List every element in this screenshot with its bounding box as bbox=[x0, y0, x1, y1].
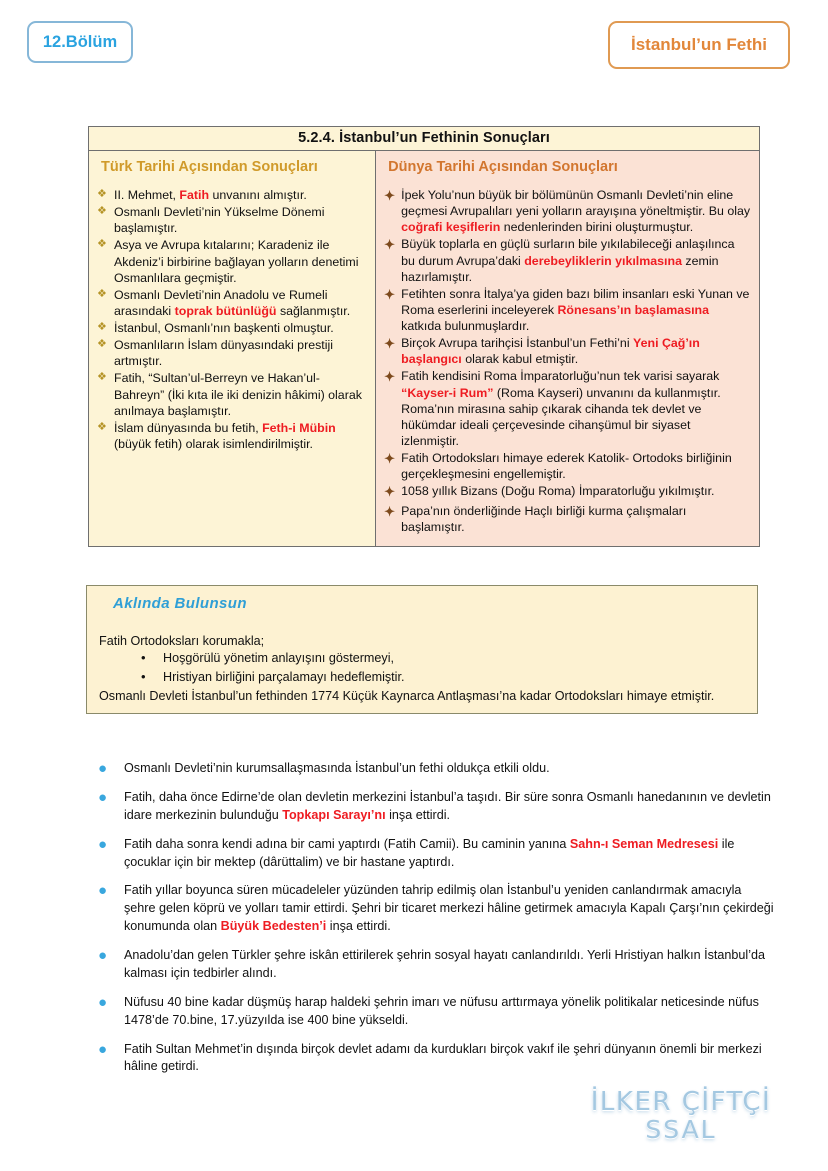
text-segment: İpek Yolu’nun büyük bir bölümünün Osmanlı Devleti’nin eline geçmesi Avrupalıları yeni yolların arayışına yöneltmiştir. Bu olay bbox=[401, 188, 751, 219]
highlighted-term: Feth-i Mübin bbox=[262, 420, 336, 435]
bullet-icon: ✦ bbox=[384, 188, 396, 203]
text-segment: İslam dünyasında bu fetih, bbox=[114, 420, 263, 435]
turkish-history-item bbox=[97, 204, 367, 236]
world-history-item-text bbox=[401, 503, 751, 535]
highlighted-term: derebeyliklerin yıkılmasına bbox=[524, 253, 682, 268]
text-segment: Fatih Sultan Mehmet’in dışında birçok devlet adamı da kurdukları birçok vakıf ile şehri dünyanın önemli bir merkezi hâline getirdi. bbox=[124, 1041, 762, 1074]
bullet-icon: ✦ bbox=[384, 336, 396, 352]
text-segment: Anadolu’dan gelen Türkler şehre iskân ettirilerek şehrin sosyal hayatı canlandırıldı. Yerli Hristiyan halkın İstanbul’da kalması için tedbirler alındı. bbox=[124, 948, 766, 980]
highlighted-term: “Kayser-i Rum” bbox=[401, 385, 494, 400]
highlighted-term: Yeni Çağ’ın başlangıcı bbox=[401, 336, 700, 367]
bullet-icon: ❖ bbox=[97, 188, 107, 200]
bullet-icon: ● bbox=[98, 760, 108, 777]
text-segment: İstanbul, Osmanlı’nın başkenti olmuştur. bbox=[114, 321, 334, 335]
text-segment: Osmanlı Devleti’nin Yükselme Dönemi başlamıştır. bbox=[114, 205, 325, 236]
text-segment: Papa’nın önderliğinde Haçlı birliği kurma çalışmaları başlamıştır. bbox=[401, 504, 687, 535]
bullet-icon: ❖ bbox=[97, 371, 107, 384]
text-segment: 1058 yıllık Bizans (Doğu Roma) İmparatorluğu yıkılmıştır. bbox=[401, 484, 715, 499]
facts-list bbox=[98, 760, 774, 1087]
results-table bbox=[88, 126, 760, 547]
topic-badge-label: İstanbul’un Fethi bbox=[631, 35, 767, 54]
world-history-heading: Dünya Tarihi Açısından Sonuçları bbox=[388, 159, 618, 175]
turkish-history-item-text bbox=[114, 337, 367, 369]
results-table-title: 5.2.4. İstanbul’un Fethinin Sonuçları bbox=[89, 127, 759, 151]
turkish-history-item-text bbox=[114, 320, 367, 336]
text-segment: Asya ve Avrupa kıtalarını; Karadeniz ile Akdeniz’i birbirine bağlayan yolların denetimi Osmanlılara geçmiştir. bbox=[114, 238, 359, 285]
text-segment: Fatih, “Sultan’ul-Berreyn ve Hakan’ul-Bahreyn” (İki kıta ile iki denizin hâkimi) olarak anılmaya başlamıştır. bbox=[114, 371, 362, 418]
turkish-history-item bbox=[97, 420, 367, 452]
bullet-icon: ● bbox=[98, 1040, 108, 1058]
highlighted-term: Büyük Bedesten’i bbox=[220, 919, 327, 934]
bullet-icon: ● bbox=[98, 882, 108, 900]
turkish-history-heading: Türk Tarihi Açısından Sonuçları bbox=[101, 159, 318, 175]
highlighted-term: Sahn-ı Seman Medresesi bbox=[569, 836, 719, 851]
text-segment: Büyük toplarla en güçlü surların bile yıkılabileceği anlaşılınca bu durum Avrupa’daki bbox=[401, 237, 735, 268]
bullet-icon: ● bbox=[98, 947, 108, 964]
bullet-icon: ❖ bbox=[97, 238, 107, 251]
text-segment: katkıda bulunmuşlardır. bbox=[401, 319, 530, 333]
text-segment: (büyük fetih) olarak isimlendirilmiştir. bbox=[114, 436, 313, 451]
watermark bbox=[566, 1088, 796, 1143]
bullet-icon: ✦ bbox=[384, 286, 396, 302]
turkish-history-item-text bbox=[114, 237, 367, 285]
remember-note-item: • Hristiyan birliğini parçalamayı hedeflemiştir. bbox=[141, 668, 747, 687]
fact-item-text bbox=[124, 947, 774, 983]
text-segment: (Roma Kayseri) unvanını da kullanmıştır. Roma’nın mirasına sahip çıkarak cihanda tek devlet ve hükümdar ideali çerçevesinde cihanşümul bir siyaset izlenmiştir. bbox=[401, 385, 721, 448]
highlighted-term: toprak bütünlüğü bbox=[174, 303, 277, 318]
world-history-item bbox=[384, 503, 751, 535]
bullet-icon: ✦ bbox=[384, 369, 396, 385]
fact-item bbox=[98, 789, 774, 825]
turkish-history-item-text bbox=[114, 287, 367, 319]
world-history-column bbox=[376, 151, 759, 546]
turkish-history-item-text bbox=[114, 420, 367, 452]
remember-note-lead: Fatih Ortodoksları korumakla; bbox=[99, 634, 265, 648]
topic-badge bbox=[608, 21, 790, 69]
bullet-icon: ● bbox=[98, 993, 108, 1011]
fact-item-text bbox=[124, 789, 774, 825]
text-segment: sağlanmıştır. bbox=[276, 303, 351, 318]
bullet-icon: ● bbox=[98, 788, 108, 806]
world-history-item-text bbox=[401, 450, 751, 482]
text-segment: Fatih daha sonra kendi adına bir cami yaptırdı (Fatih Camii). Bu caminin yanına bbox=[124, 836, 570, 851]
remember-note-box bbox=[86, 585, 758, 714]
text-segment: nedenlerinden birini oluşturmuştur. bbox=[500, 220, 694, 235]
text-segment: Fetihten sonra İtalya’ya giden bazı bilim insanları eski Yunan ve Roma eserlerini inceleyerek bbox=[401, 286, 750, 317]
bullet-icon: ❖ bbox=[97, 420, 107, 433]
turkish-history-item-text bbox=[114, 204, 367, 236]
bullet-icon: ❖ bbox=[97, 287, 107, 300]
fact-item-text bbox=[124, 1041, 774, 1077]
world-history-item-text bbox=[401, 335, 751, 367]
text-segment: Osmanlıların İslam dünyasındaki prestiji artmıştır. bbox=[114, 338, 333, 369]
bullet-icon: ✦ bbox=[384, 484, 396, 500]
world-history-item bbox=[384, 236, 751, 284]
turkish-history-item bbox=[97, 237, 367, 285]
fact-item bbox=[98, 994, 774, 1030]
world-history-item-text bbox=[401, 483, 751, 499]
bullet-icon: ✦ bbox=[384, 237, 396, 253]
text-segment: Fatih yıllar boyunca süren mücadeleler yüzünden tahrip edilmiş olan İstanbul’u yeniden canlandırmak amacıyla şehre gelen köprü ve yolları tamir ettirdi. Şehri bir ticaret merkezi hâline getirmek amacıyla Kapalı Çarşı’nın çekirdeği konumunda olan bbox=[124, 883, 774, 934]
text-segment: Nüfusu 40 bine kadar düşmüş harap haldeki şehrin imarı ve nüfusu arttırmaya yönelik politikalar neticesinde nüfus 1478’de 70.bine, 17.yüzyılda ise 400 bine yükseldi. bbox=[124, 994, 759, 1027]
remember-note-tail: Osmanlı Devleti İstanbul’un fethinden 1774 Küçük Kaynarca Antlaşması’na kadar Ortodoksları himaye etmiştir. bbox=[99, 688, 715, 703]
text-segment: zemin hazırlamıştır. bbox=[401, 253, 719, 284]
world-history-item-text bbox=[401, 286, 751, 334]
turkish-history-item bbox=[97, 187, 367, 203]
highlighted-term: Rönesans’ın başlamasına bbox=[557, 302, 709, 317]
text-segment: Fatih kendisini Roma İmparatorluğu’nun tek varisi sayarak bbox=[401, 369, 720, 384]
world-history-list bbox=[384, 187, 751, 535]
chapter-badge bbox=[27, 21, 133, 63]
highlighted-term: Fatih bbox=[179, 188, 210, 202]
turkish-history-item-text bbox=[114, 370, 367, 418]
chapter-badge-label: 12.Bölüm bbox=[42, 32, 118, 51]
turkish-history-list bbox=[97, 187, 367, 452]
world-history-item bbox=[384, 187, 751, 235]
text-segment: Fatih Ortodoksları himaye ederek Katolik- Ortodoks birliğinin gerçekleşmesini engellemiştir. bbox=[401, 451, 732, 482]
remember-note-item: • Hoşgörülü yönetim anlayışını göstermeyi, bbox=[141, 649, 747, 668]
world-history-item-text bbox=[401, 368, 751, 449]
remember-note-list bbox=[99, 649, 747, 687]
fact-item bbox=[98, 947, 774, 983]
text-segment: inşa ettirdi. bbox=[326, 919, 391, 934]
text-segment: ile çocuklar için bir mektep (dârüttalim) ve bir hastane yaptırdı. bbox=[124, 836, 735, 869]
bullet-icon: ● bbox=[98, 835, 108, 853]
bullet-icon: ✦ bbox=[384, 451, 396, 466]
world-history-item-text bbox=[401, 236, 751, 284]
text-segment: II. Mehmet, bbox=[114, 188, 180, 202]
text-segment: Birçok Avrupa tarihçisi İstanbul’un Fethi’ni bbox=[401, 336, 634, 351]
highlighted-term: Topkapı Sarayı’nı bbox=[282, 807, 386, 822]
world-history-item bbox=[384, 286, 751, 334]
world-history-item-text bbox=[401, 187, 751, 235]
fact-item-text bbox=[124, 882, 774, 936]
fact-item-text bbox=[124, 760, 774, 778]
watermark-line-2: SSAL bbox=[645, 1115, 717, 1145]
fact-item bbox=[98, 882, 774, 936]
watermark-line-1: İLKER ÇİFTÇİ bbox=[590, 1087, 772, 1117]
world-history-item bbox=[384, 368, 751, 449]
bullet-icon: ❖ bbox=[97, 338, 107, 351]
bullet-icon: ❖ bbox=[97, 205, 107, 218]
world-history-item bbox=[384, 335, 751, 367]
world-history-item bbox=[384, 450, 751, 482]
fact-item bbox=[98, 1041, 774, 1077]
world-history-item bbox=[384, 483, 751, 502]
fact-item-text bbox=[124, 836, 774, 872]
turkish-history-item-text bbox=[114, 187, 367, 203]
fact-item-text bbox=[124, 994, 774, 1030]
text-segment: Osmanlı Devleti’nin kurumsallaşmasında İstanbul’un fethi oldukça etkili oldu. bbox=[124, 761, 550, 775]
text-segment: Fatih, daha önce Edirne’de olan devletin merkezini İstanbul’a taşıdı. Bir süre sonra Osmanlı hanedanının ve devletin idare merkezinin bulunduğu bbox=[124, 789, 771, 822]
bullet-icon: ✦ bbox=[384, 504, 396, 520]
fact-item bbox=[98, 760, 774, 778]
highlighted-term: coğrafi keşiflerin bbox=[401, 220, 501, 235]
bullet-icon: ❖ bbox=[97, 321, 107, 333]
text-segment: inşa ettirdi. bbox=[385, 807, 450, 822]
remember-note-title: Aklında Bulunsun bbox=[113, 595, 247, 612]
turkish-history-item bbox=[97, 287, 367, 319]
text-segment: Osmanlı Devleti’nin Anadolu ve Rumeli arasındaki bbox=[114, 287, 328, 318]
turkish-history-item bbox=[97, 370, 367, 418]
results-table-columns bbox=[89, 151, 759, 546]
turkish-history-column bbox=[89, 151, 376, 546]
turkish-history-item bbox=[97, 320, 367, 336]
text-segment: olarak kabul etmiştir. bbox=[461, 352, 579, 367]
fact-item bbox=[98, 836, 774, 872]
text-segment: unvanını almıştır. bbox=[209, 188, 307, 202]
turkish-history-item bbox=[97, 337, 367, 369]
